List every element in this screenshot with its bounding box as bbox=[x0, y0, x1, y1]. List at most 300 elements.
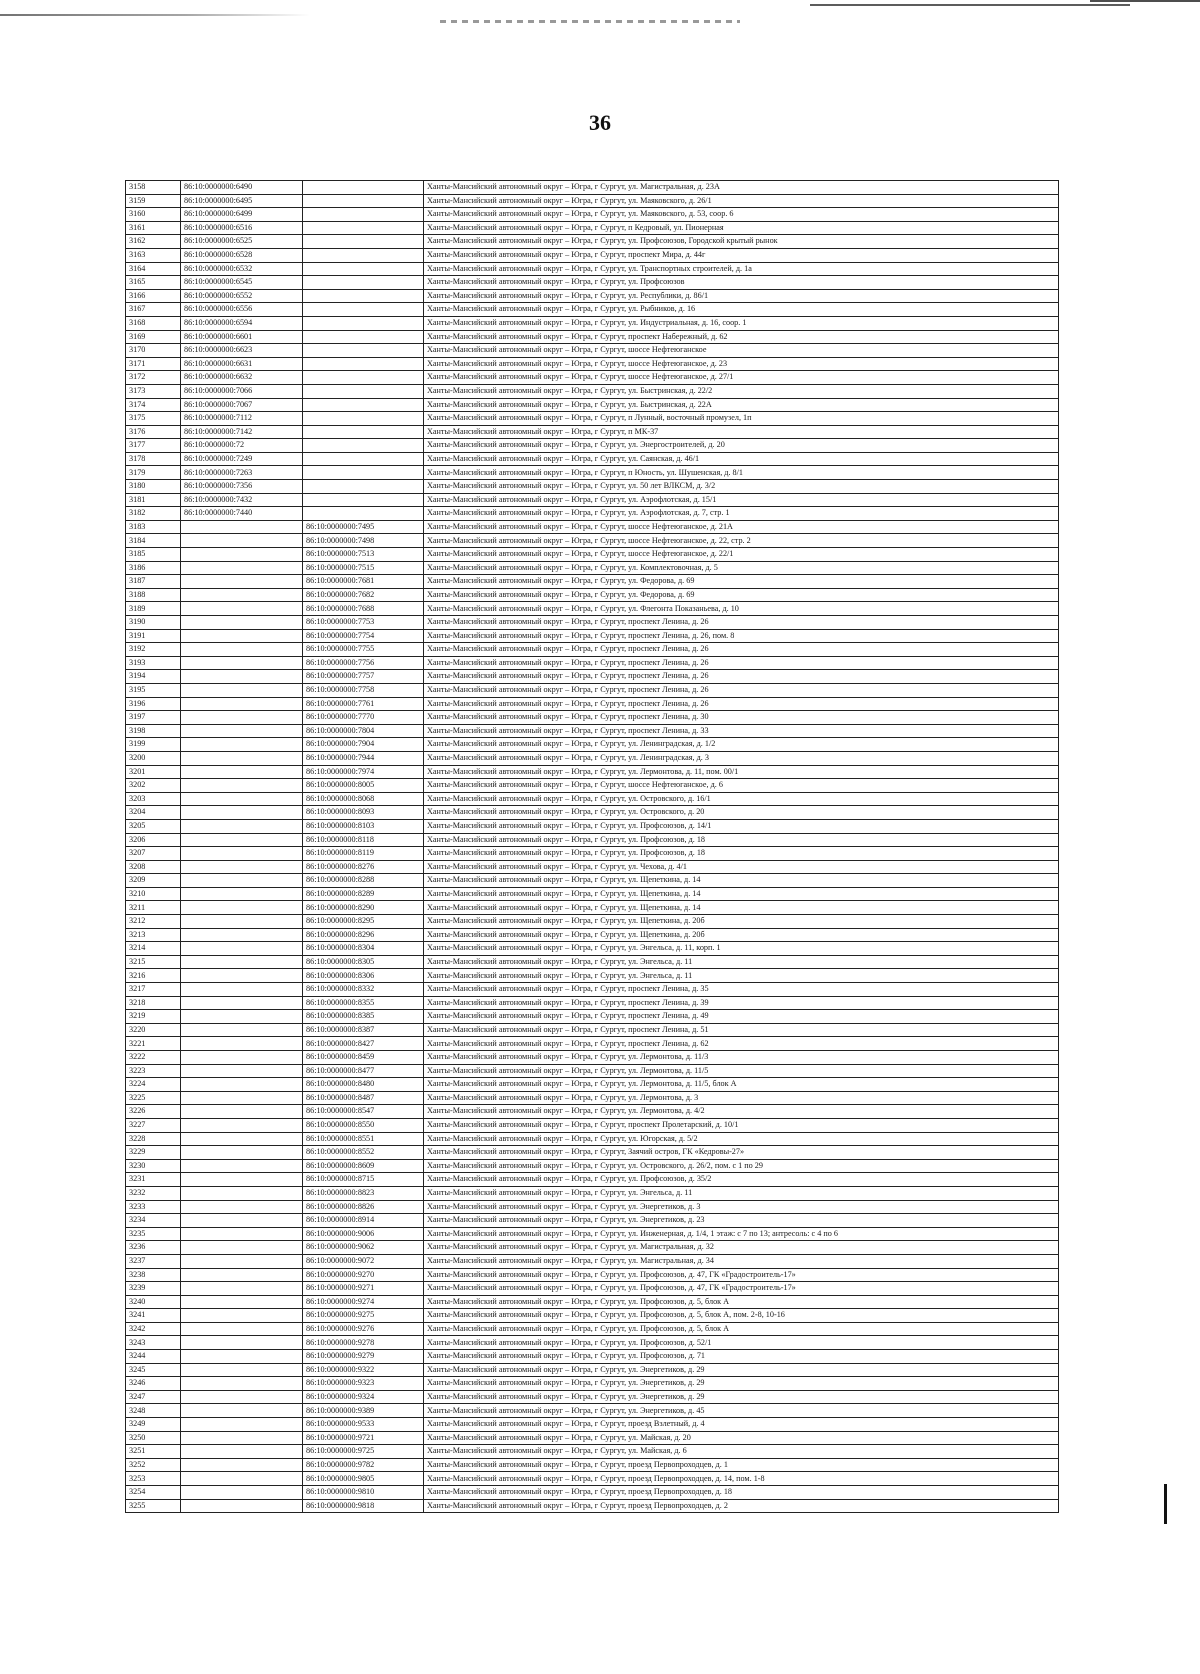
cadastral-number-object-cell: 86:10:0000000:9782 bbox=[303, 1458, 424, 1472]
cadastral-number-land-cell bbox=[181, 1132, 303, 1146]
table-row bbox=[126, 765, 1059, 779]
cadastral-number-object-cell: 86:10:0000000:9389 bbox=[303, 1404, 424, 1418]
cadastral-number-object-cell: 86:10:0000000:8480 bbox=[303, 1078, 424, 1092]
cadastral-number-land-cell bbox=[181, 1214, 303, 1228]
cadastral-number-land-cell bbox=[181, 1336, 303, 1350]
table-row bbox=[126, 670, 1059, 684]
address-cell: Ханты-Мансийский автономный округ – Югра, г Сургут, ул. Федорова, д. 69 bbox=[424, 588, 1059, 602]
row-number-cell: 3225 bbox=[126, 1091, 181, 1105]
cadastral-number-object-cell: 86:10:0000000:8477 bbox=[303, 1064, 424, 1078]
row-number-cell: 3206 bbox=[126, 833, 181, 847]
row-number-cell: 3177 bbox=[126, 439, 181, 453]
cadastral-number-land-cell bbox=[181, 819, 303, 833]
cadastral-number-object-cell: 86:10:0000000:9271 bbox=[303, 1282, 424, 1296]
cadastral-number-object-cell: 86:10:0000000:8068 bbox=[303, 792, 424, 806]
cadastral-number-object-cell: 86:10:0000000:8550 bbox=[303, 1118, 424, 1132]
row-number-cell: 3229 bbox=[126, 1146, 181, 1160]
address-cell: Ханты-Мансийский автономный округ – Югра, г Сургут, проезд Первопроходцев, д. 1 bbox=[424, 1458, 1059, 1472]
row-number-cell: 3235 bbox=[126, 1227, 181, 1241]
address-cell: Ханты-Мансийский автономный округ – Югра, г Сургут, ул. Энергетиков, д. 45 bbox=[424, 1404, 1059, 1418]
table-row bbox=[126, 1445, 1059, 1459]
row-number-cell: 3175 bbox=[126, 412, 181, 426]
address-cell: Ханты-Мансийский автономный округ – Югра, г Сургут, ул. Профсоюзов, Городской крытый рынок bbox=[424, 235, 1059, 249]
table-row bbox=[126, 1064, 1059, 1078]
row-number-cell: 3208 bbox=[126, 860, 181, 874]
cadastral-number-land-cell bbox=[181, 1037, 303, 1051]
cadastral-number-object-cell: 86:10:0000000:8547 bbox=[303, 1105, 424, 1119]
cadastral-number-land-cell bbox=[181, 833, 303, 847]
cadastral-number-land-cell: 86:10:0000000:6556 bbox=[181, 303, 303, 317]
cadastral-number-object-cell: 86:10:0000000:7753 bbox=[303, 616, 424, 630]
cadastral-number-land-cell bbox=[181, 942, 303, 956]
table-row bbox=[126, 656, 1059, 670]
cadastral-number-object-cell: 86:10:0000000:7758 bbox=[303, 683, 424, 697]
row-number-cell: 3244 bbox=[126, 1350, 181, 1364]
cadastral-number-land-cell bbox=[181, 1377, 303, 1391]
table-row bbox=[126, 1295, 1059, 1309]
address-cell: Ханты-Мансийский автономный округ – Югра, г Сургут, ул. Профсоюзов, д. 35/2 bbox=[424, 1173, 1059, 1187]
cadastral-number-land-cell bbox=[181, 670, 303, 684]
table-row bbox=[126, 697, 1059, 711]
cadastral-number-object-cell: 86:10:0000000:9533 bbox=[303, 1418, 424, 1432]
cadastral-number-land-cell bbox=[181, 1064, 303, 1078]
cadastral-number-land-cell bbox=[181, 1118, 303, 1132]
row-number-cell: 3243 bbox=[126, 1336, 181, 1350]
table-row bbox=[126, 602, 1059, 616]
cadastral-number-land-cell bbox=[181, 765, 303, 779]
cadastral-number-object-cell: 86:10:0000000:7754 bbox=[303, 629, 424, 643]
row-number-cell: 3218 bbox=[126, 996, 181, 1010]
address-cell: Ханты-Мансийский автономный округ – Югра, г Сургут, шоссе Нефтеюганское, д. 22, стр. 2 bbox=[424, 534, 1059, 548]
cadastral-number-object-cell bbox=[303, 480, 424, 494]
row-number-cell: 3194 bbox=[126, 670, 181, 684]
row-number-cell: 3211 bbox=[126, 901, 181, 915]
cadastral-number-object-cell bbox=[303, 330, 424, 344]
cadastral-number-land-cell: 86:10:0000000:7067 bbox=[181, 398, 303, 412]
row-number-cell: 3162 bbox=[126, 235, 181, 249]
row-number-cell: 3213 bbox=[126, 928, 181, 942]
row-number-cell: 3204 bbox=[126, 806, 181, 820]
address-cell: Ханты-Мансийский автономный округ – Югра, г Сургут, ул. Лермонтова, д. 11/3 bbox=[424, 1051, 1059, 1065]
cadastral-number-land-cell bbox=[181, 548, 303, 562]
table-row bbox=[126, 1227, 1059, 1241]
address-cell: Ханты-Мансийский автономный округ – Югра, г Сургут, проезд Первопроходцев, д. 2 bbox=[424, 1499, 1059, 1513]
table-row bbox=[126, 493, 1059, 507]
address-cell: Ханты-Мансийский автономный округ – Югра, г Сургут, ул. Профсоюзов, д. 14/1 bbox=[424, 819, 1059, 833]
cadastral-number-land-cell bbox=[181, 1146, 303, 1160]
table-row bbox=[126, 1282, 1059, 1296]
table-row bbox=[126, 534, 1059, 548]
cadastral-number-land-cell bbox=[181, 1105, 303, 1119]
cadastral-number-object-cell: 86:10:0000000:8385 bbox=[303, 1010, 424, 1024]
row-number-cell: 3223 bbox=[126, 1064, 181, 1078]
row-number-cell: 3181 bbox=[126, 493, 181, 507]
table-row bbox=[126, 1132, 1059, 1146]
address-cell: Ханты-Мансийский автономный округ – Югра, г Сургут, ул. Маяковского, д. 53, соор. 6 bbox=[424, 208, 1059, 222]
cadastral-number-object-cell: 86:10:0000000:7757 bbox=[303, 670, 424, 684]
row-number-cell: 3241 bbox=[126, 1309, 181, 1323]
cadastral-number-object-cell: 86:10:0000000:8304 bbox=[303, 942, 424, 956]
cadastral-number-object-cell: 86:10:0000000:8552 bbox=[303, 1146, 424, 1160]
scan-streak bbox=[1090, 0, 1200, 2]
cadastral-number-object-cell bbox=[303, 181, 424, 195]
cadastral-number-object-cell: 86:10:0000000:9275 bbox=[303, 1309, 424, 1323]
cadastral-number-object-cell bbox=[303, 493, 424, 507]
row-number-cell: 3214 bbox=[126, 942, 181, 956]
row-number-cell: 3231 bbox=[126, 1173, 181, 1187]
row-number-cell: 3207 bbox=[126, 847, 181, 861]
row-number-cell: 3166 bbox=[126, 289, 181, 303]
address-cell: Ханты-Мансийский автономный округ – Югра, г Сургут, ул. Островского, д. 26/2, пом. с 1 по 29 bbox=[424, 1159, 1059, 1173]
cadastral-number-land-cell bbox=[181, 1159, 303, 1173]
address-cell: Ханты-Мансийский автономный округ – Югра, г Сургут, ул. Флегонта Показаньева, д. 10 bbox=[424, 602, 1059, 616]
cadastral-number-land-cell bbox=[181, 1486, 303, 1500]
row-number-cell: 3246 bbox=[126, 1377, 181, 1391]
row-number-cell: 3237 bbox=[126, 1254, 181, 1268]
cadastral-number-object-cell bbox=[303, 344, 424, 358]
cadastral-number-land-cell: 86:10:0000000:7112 bbox=[181, 412, 303, 426]
cadastral-number-object-cell: 86:10:0000000:8487 bbox=[303, 1091, 424, 1105]
address-cell: Ханты-Мансийский автономный округ – Югра, г Сургут, ул. Лермонтова, д. 11/5, блок А bbox=[424, 1078, 1059, 1092]
table-row bbox=[126, 819, 1059, 833]
table-row bbox=[126, 357, 1059, 371]
row-number-cell: 3253 bbox=[126, 1472, 181, 1486]
cadastral-number-object-cell: 86:10:0000000:8387 bbox=[303, 1023, 424, 1037]
row-number-cell: 3178 bbox=[126, 452, 181, 466]
address-cell: Ханты-Мансийский автономный округ – Югра, г Сургут, ул. Профсоюзов, д. 71 bbox=[424, 1350, 1059, 1364]
row-number-cell: 3160 bbox=[126, 208, 181, 222]
address-cell: Ханты-Мансийский автономный округ – Югра, г Сургут, ул. Комплектовочная, д. 5 bbox=[424, 561, 1059, 575]
row-number-cell: 3212 bbox=[126, 915, 181, 929]
table-row bbox=[126, 1418, 1059, 1432]
table-row bbox=[126, 1472, 1059, 1486]
address-cell: Ханты-Мансийский автономный округ – Югра, г Сургут, ул. Лермонтова, д. 3 bbox=[424, 1091, 1059, 1105]
table-row bbox=[126, 344, 1059, 358]
cadastral-number-land-cell bbox=[181, 887, 303, 901]
table-row bbox=[126, 942, 1059, 956]
table-row bbox=[126, 738, 1059, 752]
cadastral-number-object-cell bbox=[303, 316, 424, 330]
scan-streak bbox=[810, 4, 1130, 6]
cadastral-number-object-cell: 86:10:0000000:7498 bbox=[303, 534, 424, 548]
cadastral-number-object-cell bbox=[303, 276, 424, 290]
address-cell: Ханты-Мансийский автономный округ – Югра, г Сургут, ул. Лермонтова, д. 4/2 bbox=[424, 1105, 1059, 1119]
row-number-cell: 3164 bbox=[126, 262, 181, 276]
cadastral-number-land-cell bbox=[181, 602, 303, 616]
row-number-cell: 3158 bbox=[126, 181, 181, 195]
table-row bbox=[126, 235, 1059, 249]
cadastral-number-land-cell bbox=[181, 656, 303, 670]
table-row bbox=[126, 1390, 1059, 1404]
row-number-cell: 3197 bbox=[126, 711, 181, 725]
table-row bbox=[126, 507, 1059, 521]
register-table-container bbox=[125, 180, 1058, 1513]
cadastral-number-object-cell: 86:10:0000000:7515 bbox=[303, 561, 424, 575]
table-row bbox=[126, 1173, 1059, 1187]
scan-streak bbox=[440, 20, 740, 23]
table-row bbox=[126, 1404, 1059, 1418]
row-number-cell: 3168 bbox=[126, 316, 181, 330]
cadastral-number-object-cell: 86:10:0000000:8914 bbox=[303, 1214, 424, 1228]
address-cell: Ханты-Мансийский автономный округ – Югра, г Сургут, ул. Профсоюзов, д. 52/1 bbox=[424, 1336, 1059, 1350]
cadastral-number-object-cell: 86:10:0000000:7770 bbox=[303, 711, 424, 725]
row-number-cell: 3233 bbox=[126, 1200, 181, 1214]
cadastral-number-land-cell bbox=[181, 1499, 303, 1513]
cadastral-number-land-cell bbox=[181, 1078, 303, 1092]
cadastral-number-land-cell bbox=[181, 779, 303, 793]
row-number-cell: 3167 bbox=[126, 303, 181, 317]
table-row bbox=[126, 833, 1059, 847]
table-row bbox=[126, 779, 1059, 793]
table-row bbox=[126, 384, 1059, 398]
cadastral-number-land-cell bbox=[181, 1458, 303, 1472]
cadastral-number-object-cell: 86:10:0000000:8103 bbox=[303, 819, 424, 833]
cadastral-number-object-cell: 86:10:0000000:8093 bbox=[303, 806, 424, 820]
cadastral-number-land-cell: 86:10:0000000:6631 bbox=[181, 357, 303, 371]
row-number-cell: 3171 bbox=[126, 357, 181, 371]
table-row bbox=[126, 860, 1059, 874]
row-number-cell: 3187 bbox=[126, 575, 181, 589]
cadastral-number-object-cell: 86:10:0000000:9323 bbox=[303, 1377, 424, 1391]
cadastral-number-land-cell bbox=[181, 983, 303, 997]
cadastral-number-object-cell bbox=[303, 371, 424, 385]
cadastral-number-land-cell bbox=[181, 847, 303, 861]
address-cell: Ханты-Мансийский автономный округ – Югра, г Сургут, ул. Профсоюзов, д. 18 bbox=[424, 833, 1059, 847]
cadastral-number-land-cell bbox=[181, 534, 303, 548]
table-row bbox=[126, 480, 1059, 494]
cadastral-number-land-cell bbox=[181, 711, 303, 725]
table-row bbox=[126, 643, 1059, 657]
address-cell: Ханты-Мансийский автономный округ – Югра, г Сургут, ул. Островского, д. 20 bbox=[424, 806, 1059, 820]
address-cell: Ханты-Мансийский автономный округ – Югра, г Сургут, ул. Югорская, д. 5/2 bbox=[424, 1132, 1059, 1146]
table-row bbox=[126, 466, 1059, 480]
address-cell: Ханты-Мансийский автономный округ – Югра, г Сургут, ул. Профсоюзов, д. 18 bbox=[424, 847, 1059, 861]
cadastral-number-object-cell: 86:10:0000000:8118 bbox=[303, 833, 424, 847]
table-row bbox=[126, 915, 1059, 929]
row-number-cell: 3179 bbox=[126, 466, 181, 480]
cadastral-number-object-cell bbox=[303, 452, 424, 466]
row-number-cell: 3249 bbox=[126, 1418, 181, 1432]
cadastral-number-land-cell: 86:10:0000000:6545 bbox=[181, 276, 303, 290]
table-row bbox=[126, 1214, 1059, 1228]
cadastral-number-land-cell bbox=[181, 724, 303, 738]
row-number-cell: 3247 bbox=[126, 1390, 181, 1404]
address-cell: Ханты-Мансийский автономный округ – Югра, г Сургут, ул. Маяковского, д. 26/1 bbox=[424, 194, 1059, 208]
cadastral-number-object-cell: 86:10:0000000:8288 bbox=[303, 874, 424, 888]
table-row bbox=[126, 1078, 1059, 1092]
table-row bbox=[126, 248, 1059, 262]
address-cell: Ханты-Мансийский автономный округ – Югра, г Сургут, Заячий остров, ГК «Кедровы-27» bbox=[424, 1146, 1059, 1160]
address-cell: Ханты-Мансийский автономный округ – Югра, г Сургут, ул. Энергостроителей, д. 20 bbox=[424, 439, 1059, 453]
cadastral-number-land-cell: 86:10:0000000:6552 bbox=[181, 289, 303, 303]
cadastral-number-land-cell bbox=[181, 616, 303, 630]
cadastral-number-land-cell bbox=[181, 1322, 303, 1336]
table-row bbox=[126, 874, 1059, 888]
table-row bbox=[126, 1146, 1059, 1160]
cadastral-number-land-cell bbox=[181, 1350, 303, 1364]
row-number-cell: 3210 bbox=[126, 887, 181, 901]
address-cell: Ханты-Мансийский автономный округ – Югра, г Сургут, проспект Ленина, д. 26 bbox=[424, 616, 1059, 630]
row-number-cell: 3185 bbox=[126, 548, 181, 562]
table-row bbox=[126, 1023, 1059, 1037]
address-cell: Ханты-Мансийский автономный округ – Югра, г Сургут, ул. Транспортных строителей, д. 1а bbox=[424, 262, 1059, 276]
address-cell: Ханты-Мансийский автономный округ – Югра, г Сургут, проспект Набережный, д. 62 bbox=[424, 330, 1059, 344]
cadastral-number-land-cell bbox=[181, 901, 303, 915]
table-row bbox=[126, 289, 1059, 303]
table-row bbox=[126, 751, 1059, 765]
row-number-cell: 3234 bbox=[126, 1214, 181, 1228]
cadastral-number-object-cell: 86:10:0000000:8119 bbox=[303, 847, 424, 861]
table-row bbox=[126, 181, 1059, 195]
table-row bbox=[126, 1105, 1059, 1119]
table-row bbox=[126, 1051, 1059, 1065]
cadastral-number-land-cell bbox=[181, 996, 303, 1010]
table-row bbox=[126, 194, 1059, 208]
cadastral-number-object-cell: 86:10:0000000:7513 bbox=[303, 548, 424, 562]
cadastral-number-land-cell: 86:10:0000000:6594 bbox=[181, 316, 303, 330]
scan-mark bbox=[1164, 1484, 1167, 1524]
cadastral-number-object-cell bbox=[303, 507, 424, 521]
cadastral-number-land-cell bbox=[181, 1023, 303, 1037]
address-cell: Ханты-Мансийский автономный округ – Югра, г Сургут, шоссе Нефтеюганское, д. 21А bbox=[424, 520, 1059, 534]
cadastral-number-land-cell bbox=[181, 1227, 303, 1241]
row-number-cell: 3216 bbox=[126, 969, 181, 983]
row-number-cell: 3232 bbox=[126, 1186, 181, 1200]
address-cell: Ханты-Мансийский автономный округ – Югра, г Сургут, ул. Ленинградская, д. 3 bbox=[424, 751, 1059, 765]
cadastral-number-land-cell: 86:10:0000000:6525 bbox=[181, 235, 303, 249]
row-number-cell: 3196 bbox=[126, 697, 181, 711]
address-cell: Ханты-Мансийский автономный округ – Югра, г Сургут, ул. Островского, д. 16/1 bbox=[424, 792, 1059, 806]
address-cell: Ханты-Мансийский автономный округ – Югра, г Сургут, ул. Энергетиков, д. 3 bbox=[424, 1200, 1059, 1214]
cadastral-number-object-cell bbox=[303, 208, 424, 222]
address-cell: Ханты-Мансийский автономный округ – Югра, г Сургут, ул. Быстринская, д. 22А bbox=[424, 398, 1059, 412]
cadastral-number-land-cell bbox=[181, 915, 303, 929]
cadastral-number-object-cell: 86:10:0000000:7756 bbox=[303, 656, 424, 670]
table-row bbox=[126, 1241, 1059, 1255]
address-cell: Ханты-Мансийский автономный округ – Югра, г Сургут, ул. Энергетиков, д. 29 bbox=[424, 1363, 1059, 1377]
row-number-cell: 3176 bbox=[126, 425, 181, 439]
cadastral-number-object-cell: 86:10:0000000:7944 bbox=[303, 751, 424, 765]
row-number-cell: 3238 bbox=[126, 1268, 181, 1282]
cadastral-number-object-cell: 86:10:0000000:7804 bbox=[303, 724, 424, 738]
cadastral-number-land-cell bbox=[181, 860, 303, 874]
cadastral-number-land-cell: 86:10:0000000:6495 bbox=[181, 194, 303, 208]
row-number-cell: 3222 bbox=[126, 1051, 181, 1065]
address-cell: Ханты-Мансийский автономный округ – Югра, г Сургут, проспект Ленина, д. 35 bbox=[424, 983, 1059, 997]
cadastral-number-object-cell: 86:10:0000000:9324 bbox=[303, 1390, 424, 1404]
cadastral-number-object-cell: 86:10:0000000:7755 bbox=[303, 643, 424, 657]
address-cell: Ханты-Мансийский автономный округ – Югра, г Сургут, ул. Индустриальная, д. 16, соор. 1 bbox=[424, 316, 1059, 330]
cadastral-number-object-cell: 86:10:0000000:8355 bbox=[303, 996, 424, 1010]
cadastral-number-land-cell: 86:10:0000000:7066 bbox=[181, 384, 303, 398]
address-cell: Ханты-Мансийский автономный округ – Югра, г Сургут, ул. Профсоюзов, д. 5, блок А bbox=[424, 1295, 1059, 1309]
row-number-cell: 3192 bbox=[126, 643, 181, 657]
row-number-cell: 3220 bbox=[126, 1023, 181, 1037]
cadastral-number-land-cell bbox=[181, 1173, 303, 1187]
cadastral-number-land-cell bbox=[181, 1390, 303, 1404]
row-number-cell: 3161 bbox=[126, 221, 181, 235]
cadastral-number-object-cell bbox=[303, 384, 424, 398]
scan-streak bbox=[0, 14, 310, 16]
cadastral-number-object-cell bbox=[303, 262, 424, 276]
address-cell: Ханты-Мансийский автономный округ – Югра, г Сургут, ул. Лермонтова, д. 11, пом. 00/1 bbox=[424, 765, 1059, 779]
cadastral-number-object-cell: 86:10:0000000:7688 bbox=[303, 602, 424, 616]
cadastral-number-object-cell bbox=[303, 194, 424, 208]
cadastral-number-land-cell: 86:10:0000000:7432 bbox=[181, 493, 303, 507]
address-cell: Ханты-Мансийский автономный округ – Югра, г Сургут, ул. Энгельса, д. 11 bbox=[424, 1186, 1059, 1200]
cadastral-number-land-cell: 86:10:0000000:6516 bbox=[181, 221, 303, 235]
row-number-cell: 3198 bbox=[126, 724, 181, 738]
row-number-cell: 3240 bbox=[126, 1295, 181, 1309]
address-cell: Ханты-Мансийский автономный округ – Югра, г Сургут, ул. Энергетиков, д. 23 bbox=[424, 1214, 1059, 1228]
address-cell: Ханты-Мансийский автономный округ – Югра, г Сургут, ул. Ленинградская, д. 1/2 bbox=[424, 738, 1059, 752]
table-row bbox=[126, 806, 1059, 820]
row-number-cell: 3252 bbox=[126, 1458, 181, 1472]
table-row bbox=[126, 616, 1059, 630]
table-row bbox=[126, 996, 1059, 1010]
row-number-cell: 3242 bbox=[126, 1322, 181, 1336]
cadastral-number-object-cell: 86:10:0000000:8715 bbox=[303, 1173, 424, 1187]
cadastral-number-land-cell bbox=[181, 874, 303, 888]
row-number-cell: 3245 bbox=[126, 1363, 181, 1377]
address-cell: Ханты-Мансийский автономный округ – Югра, г Сургут, шоссе Нефтеюганское, д. 22/1 bbox=[424, 548, 1059, 562]
address-cell: Ханты-Мансийский автономный округ – Югра, г Сургут, шоссе Нефтеюганское, д. 23 bbox=[424, 357, 1059, 371]
cadastral-number-object-cell: 86:10:0000000:8306 bbox=[303, 969, 424, 983]
address-cell: Ханты-Мансийский автономный округ – Югра, г Сургут, ул. Аэрофлотская, д. 7, стр. 1 bbox=[424, 507, 1059, 521]
table-row bbox=[126, 901, 1059, 915]
cadastral-number-object-cell: 86:10:0000000:9276 bbox=[303, 1322, 424, 1336]
table-row bbox=[126, 983, 1059, 997]
address-cell: Ханты-Мансийский автономный округ – Югра, г Сургут, ул. Быстринская, д. 22/2 bbox=[424, 384, 1059, 398]
cadastral-number-land-cell bbox=[181, 1445, 303, 1459]
row-number-cell: 3173 bbox=[126, 384, 181, 398]
cadastral-number-land-cell bbox=[181, 588, 303, 602]
cadastral-number-land-cell bbox=[181, 643, 303, 657]
address-cell: Ханты-Мансийский автономный округ – Югра, г Сургут, проезд Первопроходцев, д. 14, пом. 1-8 bbox=[424, 1472, 1059, 1486]
table-row bbox=[126, 1010, 1059, 1024]
address-cell: Ханты-Мансийский автономный округ – Югра, г Сургут, проспект Мира, д. 44г bbox=[424, 248, 1059, 262]
cadastral-number-land-cell bbox=[181, 1254, 303, 1268]
address-cell: Ханты-Мансийский автономный округ – Югра, г Сургут, шоссе Нефтеюганское bbox=[424, 344, 1059, 358]
row-number-cell: 3217 bbox=[126, 983, 181, 997]
cadastral-number-land-cell: 86:10:0000000:7142 bbox=[181, 425, 303, 439]
cadastral-number-object-cell: 86:10:0000000:8276 bbox=[303, 860, 424, 874]
address-cell: Ханты-Мансийский автономный округ – Югра, г Сургут, проспект Пролетарский, д. 10/1 bbox=[424, 1118, 1059, 1132]
row-number-cell: 3248 bbox=[126, 1404, 181, 1418]
cadastral-number-object-cell bbox=[303, 466, 424, 480]
address-cell: Ханты-Мансийский автономный округ – Югра, г Сургут, проспект Ленина, д. 26 bbox=[424, 670, 1059, 684]
table-row bbox=[126, 371, 1059, 385]
address-cell: Ханты-Мансийский автономный округ – Югра, г Сургут, проспект Ленина, д. 39 bbox=[424, 996, 1059, 1010]
table-row bbox=[126, 439, 1059, 453]
table-row bbox=[126, 276, 1059, 290]
cadastral-number-land-cell bbox=[181, 520, 303, 534]
row-number-cell: 3182 bbox=[126, 507, 181, 521]
cadastral-number-land-cell bbox=[181, 1282, 303, 1296]
row-number-cell: 3180 bbox=[126, 480, 181, 494]
address-cell: Ханты-Мансийский автономный округ – Югра, г Сургут, ул. Рыбников, д. 16 bbox=[424, 303, 1059, 317]
row-number-cell: 3188 bbox=[126, 588, 181, 602]
cadastral-number-object-cell bbox=[303, 303, 424, 317]
table-row bbox=[126, 724, 1059, 738]
address-cell: Ханты-Мансийский автономный округ – Югра, г Сургут, ул. Чехова, д. 4/1 bbox=[424, 860, 1059, 874]
row-number-cell: 3193 bbox=[126, 656, 181, 670]
table-row bbox=[126, 1486, 1059, 1500]
register-table bbox=[125, 180, 1059, 1513]
row-number-cell: 3236 bbox=[126, 1241, 181, 1255]
cadastral-number-land-cell: 86:10:0000000:7263 bbox=[181, 466, 303, 480]
row-number-cell: 3172 bbox=[126, 371, 181, 385]
